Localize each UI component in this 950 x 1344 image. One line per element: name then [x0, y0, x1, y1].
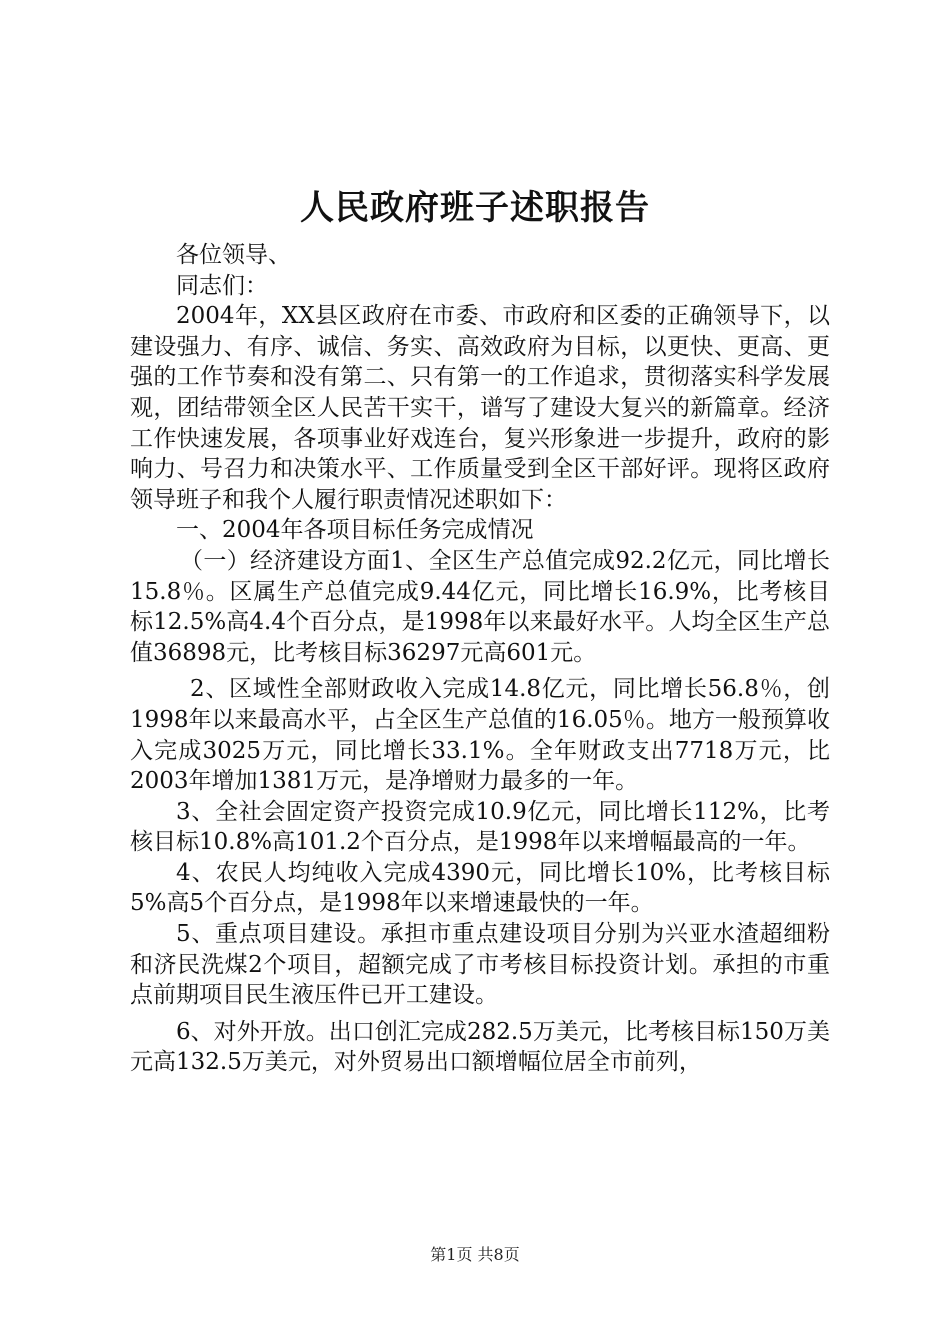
paragraph-item-4: 4、农民人均纯收入完成4390元，同比增长10%，比考核目标5%高5个百分点，是1998年以来增速最快的一年。: [130, 859, 830, 917]
document-body: [130, 240, 830, 1078]
paragraph-item-5: 5、重点项目建设。承担市重点建设项目分别为兴亚水渣超细粉和济民洗煤2个项目，超额完成了市考核目标投资计划。承担的市重点前期项目民生液压件已开工建设。: [130, 921, 830, 1009]
paragraph-item-2: 2、区域性全部财政收入完成14.8亿元，同比增长56.8％，创1998年以来最高水平，占全区生产总值的16.05％。地方一般预算收入完成3025万元，同比增长33.1%。全年财政支出7718万元，比2003年增加1381万元，是净增财力最多的一年。: [130, 676, 830, 795]
paragraph-item-3: 3、全社会固定资产投资完成10.9亿元，同比增长112%，比考核目标10.8%高101.2个百分点，是1998年以来增幅最高的一年。: [130, 798, 830, 856]
paragraph-intro: 2004年，XX县区政府在市委、市政府和区委的正确领导下，以建设强力、有序、诚信、务实、高效政府为目标，以更快、更高、更强的工作节奏和没有第二、只有第一的工作追求，贯彻落实科学发展观，团结带领全区人民苦干实干，谱写了建设大复兴的新篇章。经济工作快速发展，各项事业好戏连台，复兴形象进一步提升，政府的影响力、号召力和决策水平、工作质量受到全区干部好评。现将区政府领导班子和我个人履行职责情况述职如下：: [130, 303, 830, 513]
page-footer: 第1页 共8页: [430, 1245, 520, 1264]
salutation-line-2: 同志们：: [176, 272, 268, 299]
section-heading: 一、2004年各项目标任务完成情况: [176, 517, 534, 544]
salutation-line-1: 各位领导、: [176, 242, 291, 268]
paragraph-item-1: （一）经济建设方面1、全区生产总值完成92.2亿元，同比增长15.8％。区属生产总值完成9.44亿元，同比增长16.9%，比考核目标12.5%高4.4个百分点，是1998年以来最好水平。人均全区生产总值36898元，比考核目标36297元高601元。: [130, 547, 830, 666]
page-title: 人民政府班子述职报告: [300, 188, 650, 228]
paragraph-item-6: 6、对外开放。出口创汇完成282.5万美元，比考核目标150万美元高132.5万美元，对外贸易出口额增幅位居全市前列，: [130, 1018, 830, 1076]
